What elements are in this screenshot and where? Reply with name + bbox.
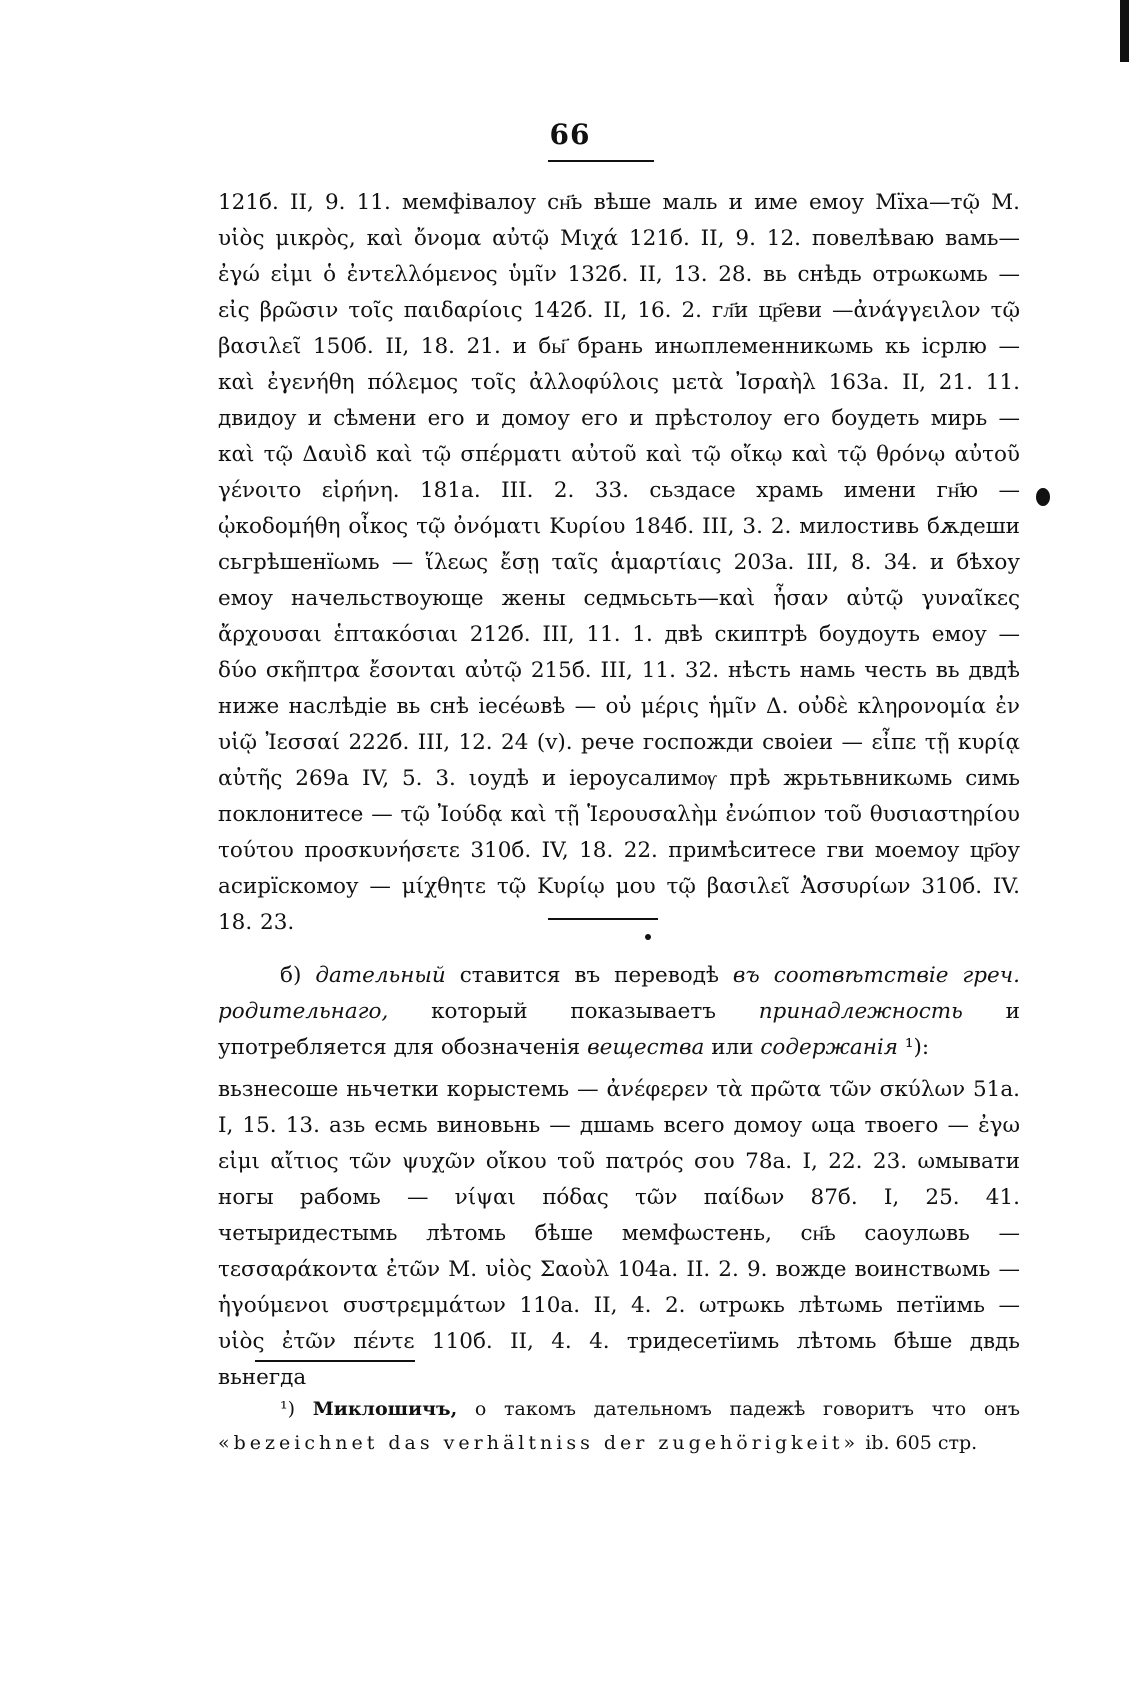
term-possession: принадлежность xyxy=(758,999,963,1024)
text-block-examples-top: 121б. II, 9. 11. мемфівалоу сн҃ь вѣше маль и име емоу Мїха—тῷ Μ. υἱὸς μικρὸς, καὶ ὄνομα αὐτῷ Μιχά 121б. II, 9. 12. повелѣваю вамь—ἐγώ εἰμι ὁ ἐντελλόμενος ὑμῖν 132б. II, 13. 28. вь снѣдь отрωкωмь — εἰς βρῶσιν τοῖς παιδαρίοις 142б. II, 16. 2. гл҃и цр҃еви —ἀνάγγειλον τῷ βασιλεῖ 150б. II, 18. 21. и бы҃ брань инωплеменникωмь кь ісрлю — καὶ ἐγενήθη πόλεμος τοῖς ἀλλοφύλοις μετὰ Ἰσραὴλ 163а. II, 21. 11. двидоу и сѣмени его и домоу его и прѣстолоу его боудеть мирь — καὶ τῷ Δαυὶδ καὶ τῷ σπέρματι αὐτοῦ καὶ τῷ οἴκῳ καὶ τῷ θρόνῳ αὐτοῦ γένοιτο εἰρήνη. 181а. III. 2. 33. сьздасе храмь имени гн҃ю — ᾠκοδομήθη οἶκος τῷ ὀνόματι Κυρίου 184б. III, 3. 2. милостивь бѫдеши сьгрѣшенїωмь — ἵλεως ἔσῃ ταῖς ἁμαρτίαις 203а. III, 8. 34. и бѣхоу емоу начельствоующе жены седмьсьть—καὶ ἦσαν αὐτῷ γυναῖκες ἄρχουσαι ἑπτακόσιαι 212б. III, 11. 1. двѣ скиптрѣ боудоуть емоу — δύο σκῆπτρα ἔσονται αὐτῷ 215б. III, 11. 32. нѣсть намь честь вь двдѣ ниже наслѣдіе вь снѣ іесе́ωвѣ — οὐ μέρις ἡμῖν Δ. οὐδὲ κληρονομία ἐν υἱῷ Ἰεσσαί 222б. III, 12. 24 (v). рече госпожди своіеи — εἶπε τῇ κυρίᾳ αὐτῆς 269а IV, 5. 3. ιоудѣ и іероусалимѹ прѣ жрьтьвникωмь симь поклонитесе — τῷ Ἰούδᾳ καὶ τῇ Ἱερουσαλὴμ ἐνώπιον τοῦ θυσιαστηρίου τούτου προσκυνήσετε 310б. IV, 18. 22. примѣситесе гви моемоу цр҃оу асирїскомоу — μίχθητε τῷ Κυρίῳ μου τῷ βασιλεῖ Ἀσσυρίων 310б. IV. 18. 23. xyxy=(218,190,1020,935)
text-block-examples-bottom: вьзнесоше ньчетки корыстемь — ἀνέφερεν τὰ πρῶτα τῶν σκύλων 51а. I, 15. 13. азь есмь виновьнь — дшамь всего домоу ωца твоего — ἐγω εἰμι αἴτιος τῶν ψυχῶν οἴκου τοῦ πατρός σου 78а. I, 22. 23. ωмывати ногы рабомь — νίψαι πόδας τῶν παίδων 87б. I, 25. 41. четыридестымь лѣтомь бѣше мемфωстень, сн҃ь саоулωвь — τεσσαράκοντα ἐτῶν Μ. υἱὸς Σαοὺλ 104а. II. 2. 9. вожде воинствωмь — ἡγούμενοι συστρεμμάτων 110а. II, 4. 2. ωтрωкь лѣтωмь петїимь — υἱὸς ἐτῶν πέντε 110б. II, 4. 4. тридесетїимь лѣтомь бѣше двдь вьнегда xyxy=(218,1077,1020,1390)
footnote-text-2: ib. 605 стр. xyxy=(865,1432,978,1454)
paragraph-b-label: б) xyxy=(280,963,302,988)
paragraph-b-text-2: который показываетъ xyxy=(431,999,716,1024)
footnote-rule xyxy=(255,1360,415,1362)
paragraph-b-text-4: или xyxy=(711,1035,754,1060)
page-number: 66 xyxy=(549,118,591,151)
paragraph-b xyxy=(218,958,1020,1066)
term-substance: вещества xyxy=(587,1035,705,1060)
term-dative: дательный xyxy=(315,963,446,988)
page-edge-mark xyxy=(1120,0,1129,62)
term-correspondence: въ соотвѣтствіе греч. родительнаго, xyxy=(218,963,1020,1024)
paragraph-b-text-1: ставится въ переводѣ xyxy=(459,963,719,988)
term-content: содержанія xyxy=(760,1035,898,1060)
paragraph-b-text-3: и употребляется для обозначенія xyxy=(218,999,1020,1060)
footnote xyxy=(218,1392,1020,1460)
section-divider-dot xyxy=(645,934,651,940)
ink-blot xyxy=(1036,488,1050,506)
footnote-text-1: о такомъ дательномъ падежѣ говоритъ что онъ xyxy=(474,1398,1021,1420)
section-divider-rule xyxy=(548,918,658,920)
footnote-reference: ¹): xyxy=(904,1035,930,1060)
page-number-rule xyxy=(548,160,654,162)
footnote-quote: «bezeichnet das verhältniss der zugehörigkeit» xyxy=(218,1432,860,1454)
footnote-marker: ¹) xyxy=(280,1398,296,1420)
footnote-author: Миклошичъ, xyxy=(312,1398,458,1420)
